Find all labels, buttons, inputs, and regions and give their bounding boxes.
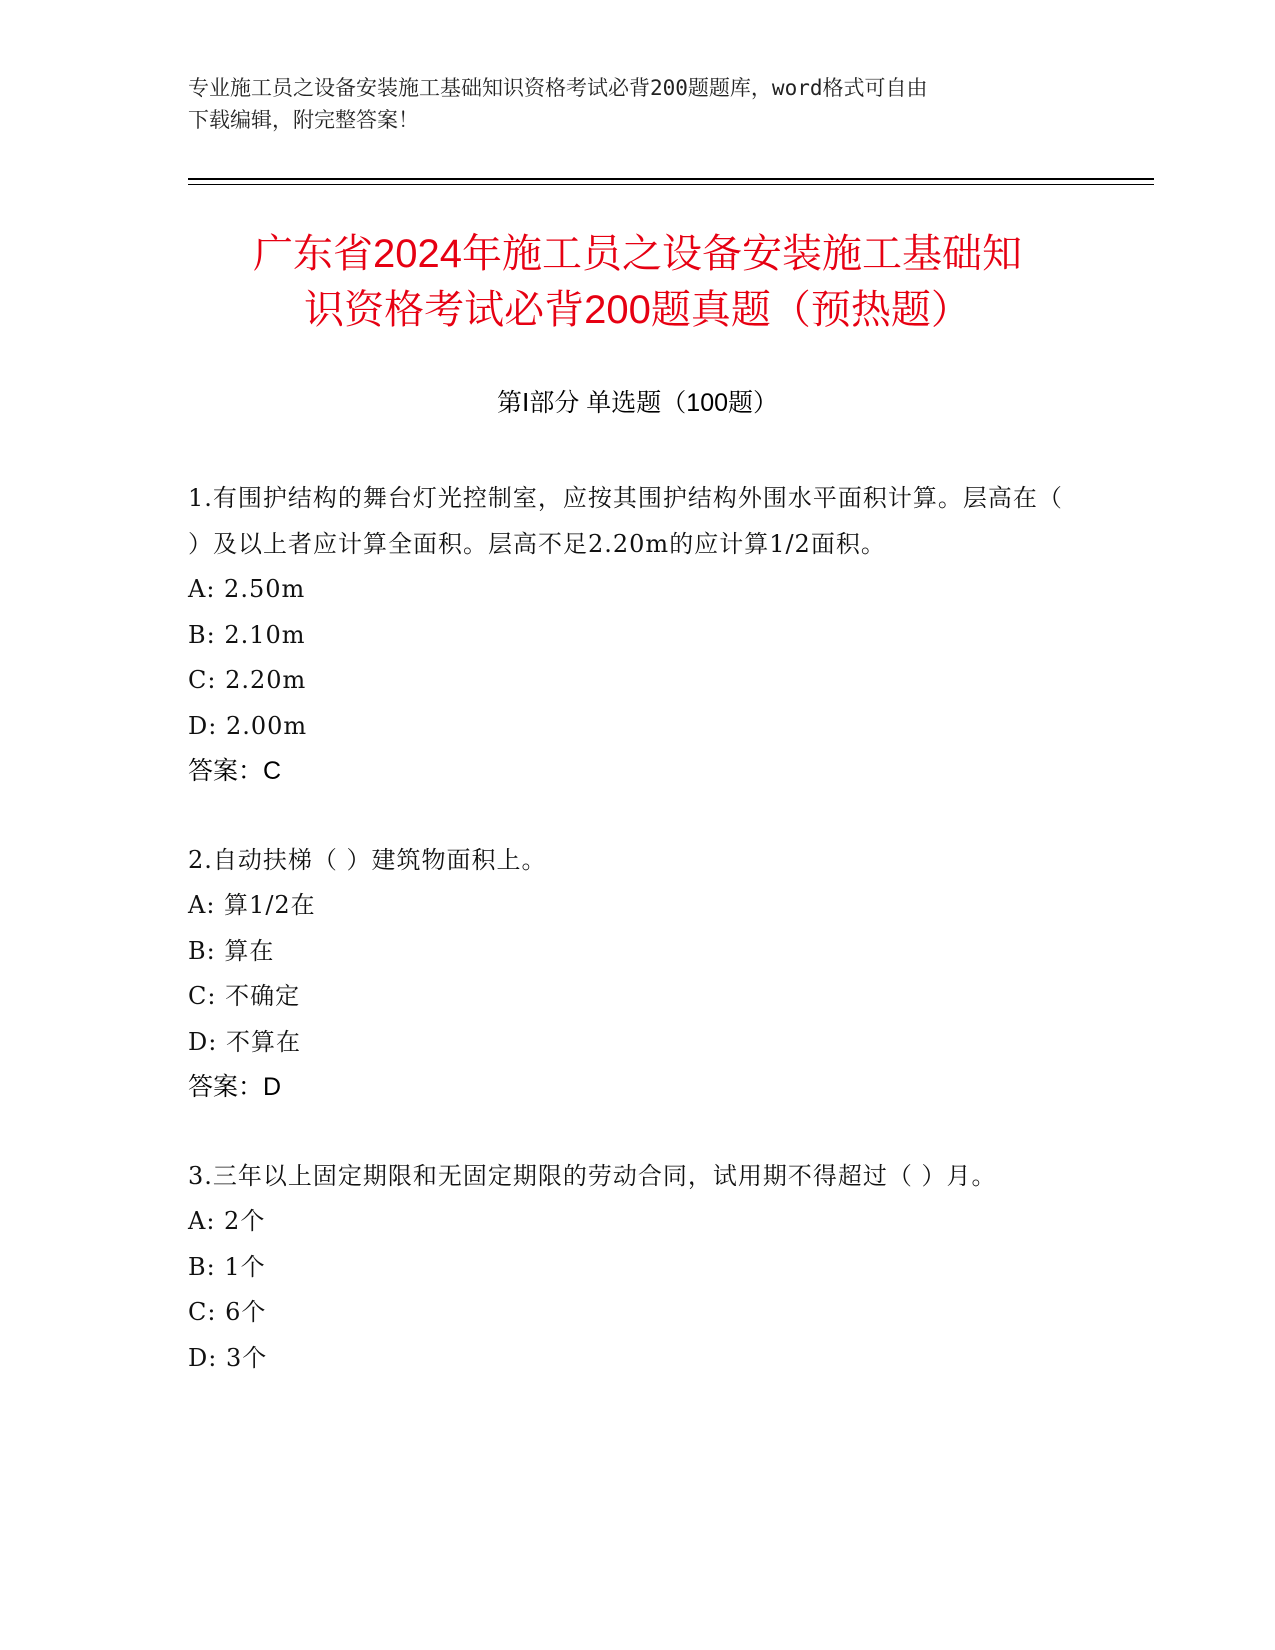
question-1-option-d: D: 2.00m: [188, 711, 308, 740]
question-2-option-c: C: 不确定: [188, 982, 301, 1010]
question-3-option-c: C: 6个: [188, 1298, 267, 1326]
header-divider-thick: [188, 178, 1154, 180]
question-3-option-d: D: 3个: [188, 1343, 268, 1372]
question-3-option-b: B: 1个: [188, 1252, 266, 1281]
section-title: 第Ⅰ部分 单选题（100题）: [496, 389, 779, 417]
question-1-answer: 答案：C: [188, 757, 282, 785]
question-2-option-b: B: 算在: [188, 936, 275, 965]
question-1-option-c: C: 2.20m: [188, 666, 307, 694]
question-3: [188, 1154, 1068, 1382]
document-title-line-1: 广东省2024年施工员之设备安装施工基础知: [253, 232, 1022, 276]
question-list: [188, 476, 1068, 1424]
question-2-answer: 答案：D: [188, 1073, 282, 1101]
header-divider-thin: [188, 184, 1154, 185]
question-1-option-a: A: 2.50m: [188, 575, 306, 603]
question-2-option-d: D: 不算在: [188, 1027, 301, 1056]
question-2-text: 2.自动扶梯（ ）建筑物面积上。: [188, 845, 547, 874]
document-title: [120, 226, 1155, 338]
question-3-option-a: A: 2个: [188, 1207, 266, 1235]
question-2-option-a: A: 算1/2在: [188, 891, 316, 919]
header-note: 专业施工员之设备安装施工基础知识资格考试必背200题题库，word格式可自由 下载编辑，附完整答案！: [188, 76, 928, 132]
document-title-line-2: 识资格考试必背200题真题（预热题）: [304, 288, 971, 332]
question-1-option-b: B: 2.10m: [188, 620, 306, 649]
question-1-text: 1.有围护结构的舞台灯光控制室，应按其围护结构外围水平面积计算。层高在（ ）及以上者应计算全面积。层高不足2.20m的应计算1/2面积。: [188, 484, 1063, 558]
question-3-text: 3.三年以上固定期限和无固定期限的劳动合同，试用期不得超过（ ）月。: [188, 1161, 997, 1190]
question-1: [188, 476, 1068, 795]
question-2: [188, 838, 1068, 1111]
